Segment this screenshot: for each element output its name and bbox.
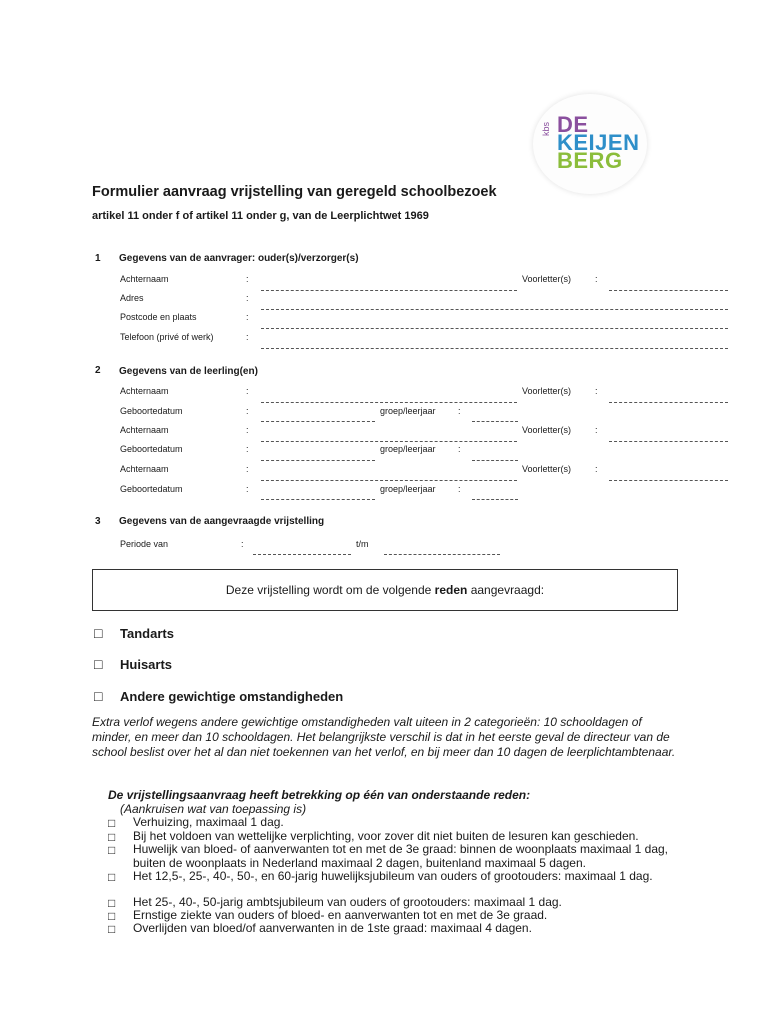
s2-achternaam-label: Achternaam xyxy=(120,464,169,474)
item-4-checkbox[interactable]: □ xyxy=(108,870,116,884)
s2-groep-label: groep/leerjaar xyxy=(380,484,436,494)
colon: : xyxy=(246,444,249,454)
section-1-title: Gegevens van de aanvrager: ouder(s)/verzorger(s) xyxy=(119,253,359,264)
s2-groep-field[interactable] xyxy=(472,421,518,422)
reason-box-text: Deze vrijstelling wordt om de volgende reden aangevraagd: xyxy=(225,583,545,597)
s2-geboortedatum-field[interactable] xyxy=(261,499,375,500)
s2-voorletters-field[interactable] xyxy=(609,402,728,403)
item-5-checkbox[interactable]: □ xyxy=(108,896,116,910)
item-7-checkbox[interactable]: □ xyxy=(108,922,116,936)
logo-line-2: KEIJEN xyxy=(557,130,640,155)
logo-kbs-text: kbs xyxy=(541,121,551,136)
option-huisarts-label: Huisarts xyxy=(120,657,173,672)
s2-voorletters-field[interactable] xyxy=(609,441,728,442)
option-huisarts-checkbox[interactable]: □ xyxy=(94,656,103,672)
s1-achternaam-label: Achternaam xyxy=(120,274,169,284)
s2-groep-label: groep/leerjaar xyxy=(380,406,436,416)
s3-tm-label: t/m xyxy=(356,539,369,549)
s3-periode-tm-field[interactable] xyxy=(384,554,500,555)
page-title: Formulier aanvraag vrijstelling van geregeld schoolbezoek xyxy=(92,184,497,200)
section-2-title: Gegevens van de leerling(en) xyxy=(119,366,258,377)
colon: : xyxy=(246,386,249,396)
item-4-text: Het 12,5-, 25-, 40-, 50-, en 60-jarig huwelijksjubileum van ouders of grootouders: maximaal 1 dag. xyxy=(133,869,653,883)
s2-voorletters-field[interactable] xyxy=(609,480,728,481)
s2-voorletters-label: Voorletter(s) xyxy=(522,425,572,435)
section-3-title: Gegevens van de aangevraagde vrijstelling xyxy=(119,516,325,527)
colon: : xyxy=(246,293,249,303)
s2-voorletters-label: Voorletter(s) xyxy=(522,386,572,396)
s2-geboortedatum-label: Geboortedatum xyxy=(120,406,183,416)
explanation-paragraph: Extra verlof wegens andere gewichtige omstandigheden valt uiteen in 2 categorieën: 10 schooldagen of minder, en meer dan 10 schooldagen. Het belangrijkste verschil is dat in het eerste geval de directeur van de school beslist over het al dan niet toekennen van het verlof, en bij meer dan 10 dagen de leerplichtambtenaar. xyxy=(92,715,676,759)
colon: : xyxy=(246,312,249,322)
colon: : xyxy=(246,484,249,494)
colon: : xyxy=(246,406,249,416)
s3-periode-label: Periode van xyxy=(120,539,169,549)
s1-postcode-field[interactable] xyxy=(261,328,728,329)
s2-achternaam-label: Achternaam xyxy=(120,386,169,396)
item-7-text: Overlijden van bloed/of aanverwanten in de 1ste graad: maximaal 4 dagen. xyxy=(133,921,532,935)
item-5-text: Het 25-, 40-, 50-jarig ambtsjubileum van ouders of grootouders: maximaal 1 dag. xyxy=(133,895,562,909)
s2-geboortedatum-label: Geboortedatum xyxy=(120,444,183,454)
item-1-checkbox[interactable]: □ xyxy=(108,816,116,830)
s1-telefoon-field[interactable] xyxy=(261,348,728,349)
s2-geboortedatum-field[interactable] xyxy=(261,460,375,461)
s2-groep-field[interactable] xyxy=(472,460,518,461)
s1-telefoon-label: Telefoon (privé of werk) xyxy=(120,332,214,342)
s2-geboortedatum-label: Geboortedatum xyxy=(120,484,183,494)
colon: : xyxy=(246,332,249,342)
item-6-checkbox[interactable]: □ xyxy=(108,909,116,923)
logo-line-3: BERG xyxy=(557,148,623,173)
option-tandarts-label: Tandarts xyxy=(120,626,174,641)
s2-groep-label: groep/leerjaar xyxy=(380,444,436,454)
s2-achternaam-field[interactable] xyxy=(261,480,517,481)
s2-achternaam-field[interactable] xyxy=(261,402,517,403)
s1-achternaam-field[interactable] xyxy=(261,290,517,291)
s2-geboortedatum-field[interactable] xyxy=(261,421,375,422)
colon: : xyxy=(246,274,249,284)
colon: : xyxy=(241,539,244,549)
logo-line-1: DE xyxy=(557,112,589,137)
section-1-number: 1 xyxy=(95,253,101,264)
page-subtitle: artikel 11 onder f of artikel 11 onder g, van de Leerplichtwet 1969 xyxy=(92,210,429,222)
s3-periode-van-field[interactable] xyxy=(253,554,351,555)
item-3-text: Huwelijk van bloed- of aanverwanten tot en met de 3e graad: binnen de woonplaats maximaal 1 dag, buiten de woonplaats in Nederland maximaal 2 dagen, buitenland maximaal 5 dagen. xyxy=(133,842,669,870)
relates-subtitle: (Aankruisen wat van toepassing is) xyxy=(120,802,307,816)
s2-achternaam-field[interactable] xyxy=(261,441,517,442)
option-andere-label: Andere gewichtige omstandigheden xyxy=(120,689,344,704)
item-3-checkbox[interactable]: □ xyxy=(108,843,116,857)
colon: : xyxy=(595,386,598,396)
option-andere-checkbox[interactable]: □ xyxy=(94,688,103,704)
item-2-checkbox[interactable]: □ xyxy=(108,830,116,844)
s1-adres-label: Adres xyxy=(120,293,144,303)
section-3-number: 3 xyxy=(95,516,101,527)
option-tandarts-checkbox[interactable]: □ xyxy=(94,625,103,641)
s2-voorletters-label: Voorletter(s) xyxy=(522,464,572,474)
section-2-number: 2 xyxy=(95,365,101,376)
colon: : xyxy=(246,464,249,474)
s1-voorletters-field[interactable] xyxy=(609,290,728,291)
colon: : xyxy=(458,444,461,454)
colon: : xyxy=(595,425,598,435)
s2-achternaam-label: Achternaam xyxy=(120,425,169,435)
item-1-text: Verhuizing, maximaal 1 dag. xyxy=(133,815,284,829)
relates-title: De vrijstellingsaanvraag heeft betrekking op één van onderstaande reden: xyxy=(108,788,531,802)
colon: : xyxy=(458,406,461,416)
colon: : xyxy=(595,464,598,474)
s1-voorletters-label: Voorletter(s) xyxy=(522,274,572,284)
s1-adres-field[interactable] xyxy=(261,309,728,310)
colon: : xyxy=(458,484,461,494)
s2-groep-field[interactable] xyxy=(472,499,518,500)
colon: : xyxy=(246,425,249,435)
colon: : xyxy=(595,274,598,284)
item-6-text: Ernstige ziekte van ouders of bloed- en aanverwanten tot en met de 3e graad. xyxy=(133,908,548,922)
s1-postcode-label: Postcode en plaats xyxy=(120,312,197,322)
item-2-text: Bij het voldoen van wettelijke verplichting, voor zover dit niet buiten de lesuren kan geschieden. xyxy=(133,829,639,843)
